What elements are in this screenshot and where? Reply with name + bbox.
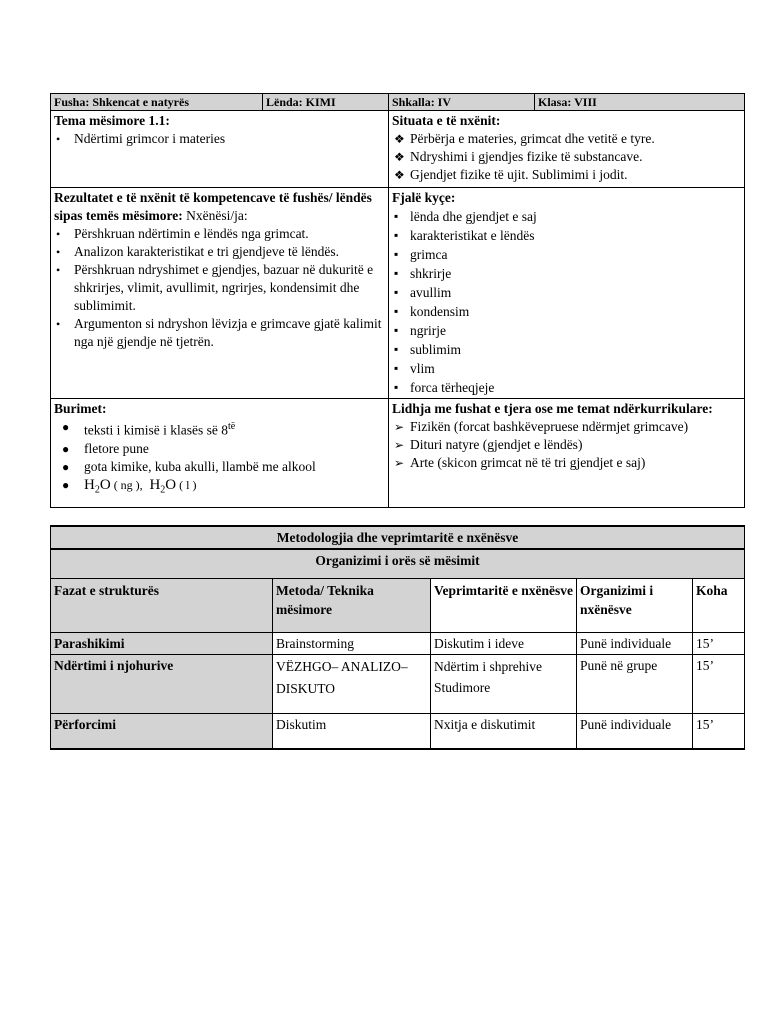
formula-item: ● $H_2O$ ( ng ), $H_2O$ ( l ) bbox=[62, 476, 197, 496]
column-header: Organizimi i nxënësve bbox=[577, 579, 693, 633]
organization-title: Organizimi i orës së mësimit bbox=[51, 549, 745, 579]
column-header: Koha bbox=[693, 579, 745, 633]
time-cell: 15’ bbox=[693, 655, 745, 714]
list-item: ● teksti i kimisë i klasës së $8^{të}$ bbox=[62, 420, 236, 438]
method-cell: Diskutim bbox=[273, 714, 431, 750]
diamond-bullet-icon: ❖ bbox=[394, 150, 405, 164]
bullet-icon: • bbox=[56, 245, 61, 259]
square-bullet-icon: ▪ bbox=[394, 342, 399, 356]
square-bullet-icon: ▪ bbox=[394, 361, 399, 375]
bullet-icon: • bbox=[56, 227, 61, 241]
arrow-bullet-icon: ➢ bbox=[394, 456, 405, 470]
phase-cell: Përforcimi bbox=[51, 714, 273, 750]
column-header: Veprimtaritë e nxënësve bbox=[431, 579, 577, 633]
column-header-row bbox=[51, 579, 745, 633]
square-bullet-icon: ▪ bbox=[394, 228, 399, 242]
links-label: Lidhja me fushat e tjera ose me temat ndërkurrikulare: bbox=[392, 401, 713, 416]
column-header: Metoda/ Teknika mësimore bbox=[273, 579, 431, 633]
topic-list bbox=[54, 130, 385, 148]
keyword-item: ▪ grimca bbox=[394, 247, 448, 262]
square-bullet-icon: ▪ bbox=[394, 285, 399, 299]
bullet-icon: ● bbox=[62, 441, 70, 456]
lesson-plan-table bbox=[50, 93, 745, 508]
list-item: • Analizon karakteristikat e tri gjendjeve të lëndës. bbox=[56, 244, 340, 259]
activity-cell: Nxitja e diskutimit bbox=[431, 714, 577, 750]
bullet-icon: • bbox=[56, 132, 61, 146]
methodology-title: Metodologjia dhe veprimtaritë e nxënësve bbox=[51, 526, 745, 549]
list-item: • Përshkruan ndërtimin e lëndës nga grimcat. bbox=[56, 226, 309, 241]
diamond-bullet-icon: ❖ bbox=[394, 132, 405, 146]
list-item: ➢ Fizikën (forcat bashkëvepruese ndërmjet grimcave) bbox=[394, 419, 689, 434]
column-header: Fazat e strukturës bbox=[51, 579, 273, 633]
bullet-icon: ● bbox=[62, 459, 70, 474]
field-cell: Fusha: Shkencat e natyrës bbox=[51, 94, 263, 111]
square-bullet-icon: ▪ bbox=[394, 380, 399, 394]
list-item: ❖ Ndryshimi i gjendjes fizike të substancave. bbox=[394, 149, 643, 164]
keyword-item: ▪ ngrirje bbox=[394, 323, 446, 338]
situation-cell bbox=[389, 111, 745, 188]
method-cell: Brainstorming bbox=[273, 633, 431, 655]
organization-title-row bbox=[51, 549, 745, 579]
header-row bbox=[51, 94, 745, 111]
topic-label: Tema mësimore 1.1: bbox=[54, 113, 170, 128]
time-cell: 15’ bbox=[693, 633, 745, 655]
subject-cell: Lënda: KIMI bbox=[263, 94, 389, 111]
time-cell: 15’ bbox=[693, 714, 745, 750]
keywords-cell bbox=[389, 188, 745, 399]
keyword-item: ▪ sublimim bbox=[394, 342, 462, 357]
table-row bbox=[51, 714, 745, 750]
links-list bbox=[392, 418, 741, 472]
results-list bbox=[54, 225, 385, 351]
bullet-icon: • bbox=[56, 263, 61, 277]
bullet-icon: ● bbox=[62, 477, 70, 492]
list-item: ➢ Arte (skicon grimcat në të tri gjendjet e saj) bbox=[394, 455, 646, 470]
situation-label: Situata e të nxënit: bbox=[392, 113, 501, 128]
results-row bbox=[51, 188, 745, 399]
keyword-item: ▪ forca tërheqjeje bbox=[394, 380, 495, 395]
resources-cell bbox=[51, 399, 389, 508]
method-cell: VËZHGO– ANALIZO– DISKUTO bbox=[273, 655, 431, 714]
square-bullet-icon: ▪ bbox=[394, 266, 399, 280]
activity-cell: Ndërtim i shprehive Studimore bbox=[431, 655, 577, 714]
keyword-item: ▪ karakteristikat e lëndës bbox=[394, 228, 535, 243]
list-item: • Përshkruan ndryshimet e gjendjes, bazuar në dukuritë e shkrirjes, vlimit, avullimit, ngrirjes, kondensimit dhe sublimimit. bbox=[56, 262, 374, 313]
list-item: ➢ Dituri natyre (gjendjet e lëndës) bbox=[394, 437, 583, 452]
diamond-bullet-icon: ❖ bbox=[394, 168, 405, 182]
phase-cell: Ndërtimi i njohurive bbox=[51, 655, 273, 714]
resources-label: Burimet: bbox=[54, 401, 107, 416]
organization-cell: Punë individuale bbox=[577, 633, 693, 655]
class-cell: Klasa: VIII bbox=[535, 94, 745, 111]
list-item: • Ndërtimi grimcor i materies bbox=[56, 131, 226, 146]
bullet-icon: ● bbox=[62, 420, 70, 434]
list-item: ❖ Gjendjet fizike të ujit. Sublimimi i jodit. bbox=[394, 167, 628, 182]
keyword-item: ▪ avullim bbox=[394, 285, 452, 300]
results-heading: Rezultatet e të nxënit të kompetencave të fushës/ lëndës sipas temës mësimore: Nxënësi/ja: bbox=[54, 190, 372, 223]
keyword-item: ▪ shkrirje bbox=[394, 266, 452, 281]
topic-cell bbox=[51, 111, 389, 188]
links-cell bbox=[389, 399, 745, 508]
square-bullet-icon: ▪ bbox=[394, 304, 399, 318]
resources-list bbox=[54, 418, 385, 499]
organization-cell: Punë individuale bbox=[577, 714, 693, 750]
level-cell: Shkalla: IV bbox=[389, 94, 535, 111]
square-bullet-icon: ▪ bbox=[394, 323, 399, 337]
resources-row bbox=[51, 399, 745, 508]
arrow-bullet-icon: ➢ bbox=[394, 420, 405, 434]
activity-cell: Diskutim i ideve bbox=[431, 633, 577, 655]
table-row bbox=[51, 655, 745, 714]
keyword-item: ▪ lënda dhe gjendjet e saj bbox=[394, 209, 537, 224]
situation-list bbox=[392, 130, 741, 184]
methodology-title-row bbox=[51, 526, 745, 549]
list-item: ● gota kimike, kuba akulli, llambë me alkool bbox=[62, 458, 316, 474]
table-row bbox=[51, 633, 745, 655]
keywords-list bbox=[392, 207, 741, 397]
keyword-item: ▪ vlim bbox=[394, 361, 435, 376]
methodology-table bbox=[50, 525, 745, 750]
topic-row bbox=[51, 111, 745, 188]
results-cell bbox=[51, 188, 389, 399]
keyword-item: ▪ kondensim bbox=[394, 304, 470, 319]
phase-cell: Parashikimi bbox=[51, 633, 273, 655]
bullet-icon: • bbox=[56, 317, 61, 331]
list-item: • Argumenton si ndryshon lëvizja e grimcave gjatë kalimit nga një gjendje në tjetrën. bbox=[56, 316, 382, 349]
list-item: ❖ Përbërja e materies, grimcat dhe vetitë e tyre. bbox=[394, 131, 655, 146]
square-bullet-icon: ▪ bbox=[394, 209, 399, 223]
square-bullet-icon: ▪ bbox=[394, 247, 399, 261]
arrow-bullet-icon: ➢ bbox=[394, 438, 405, 452]
organization-cell: Punë në grupe bbox=[577, 655, 693, 714]
list-item: ● fletore pune bbox=[62, 440, 149, 456]
keywords-label: Fjalë kyçe: bbox=[392, 190, 456, 205]
